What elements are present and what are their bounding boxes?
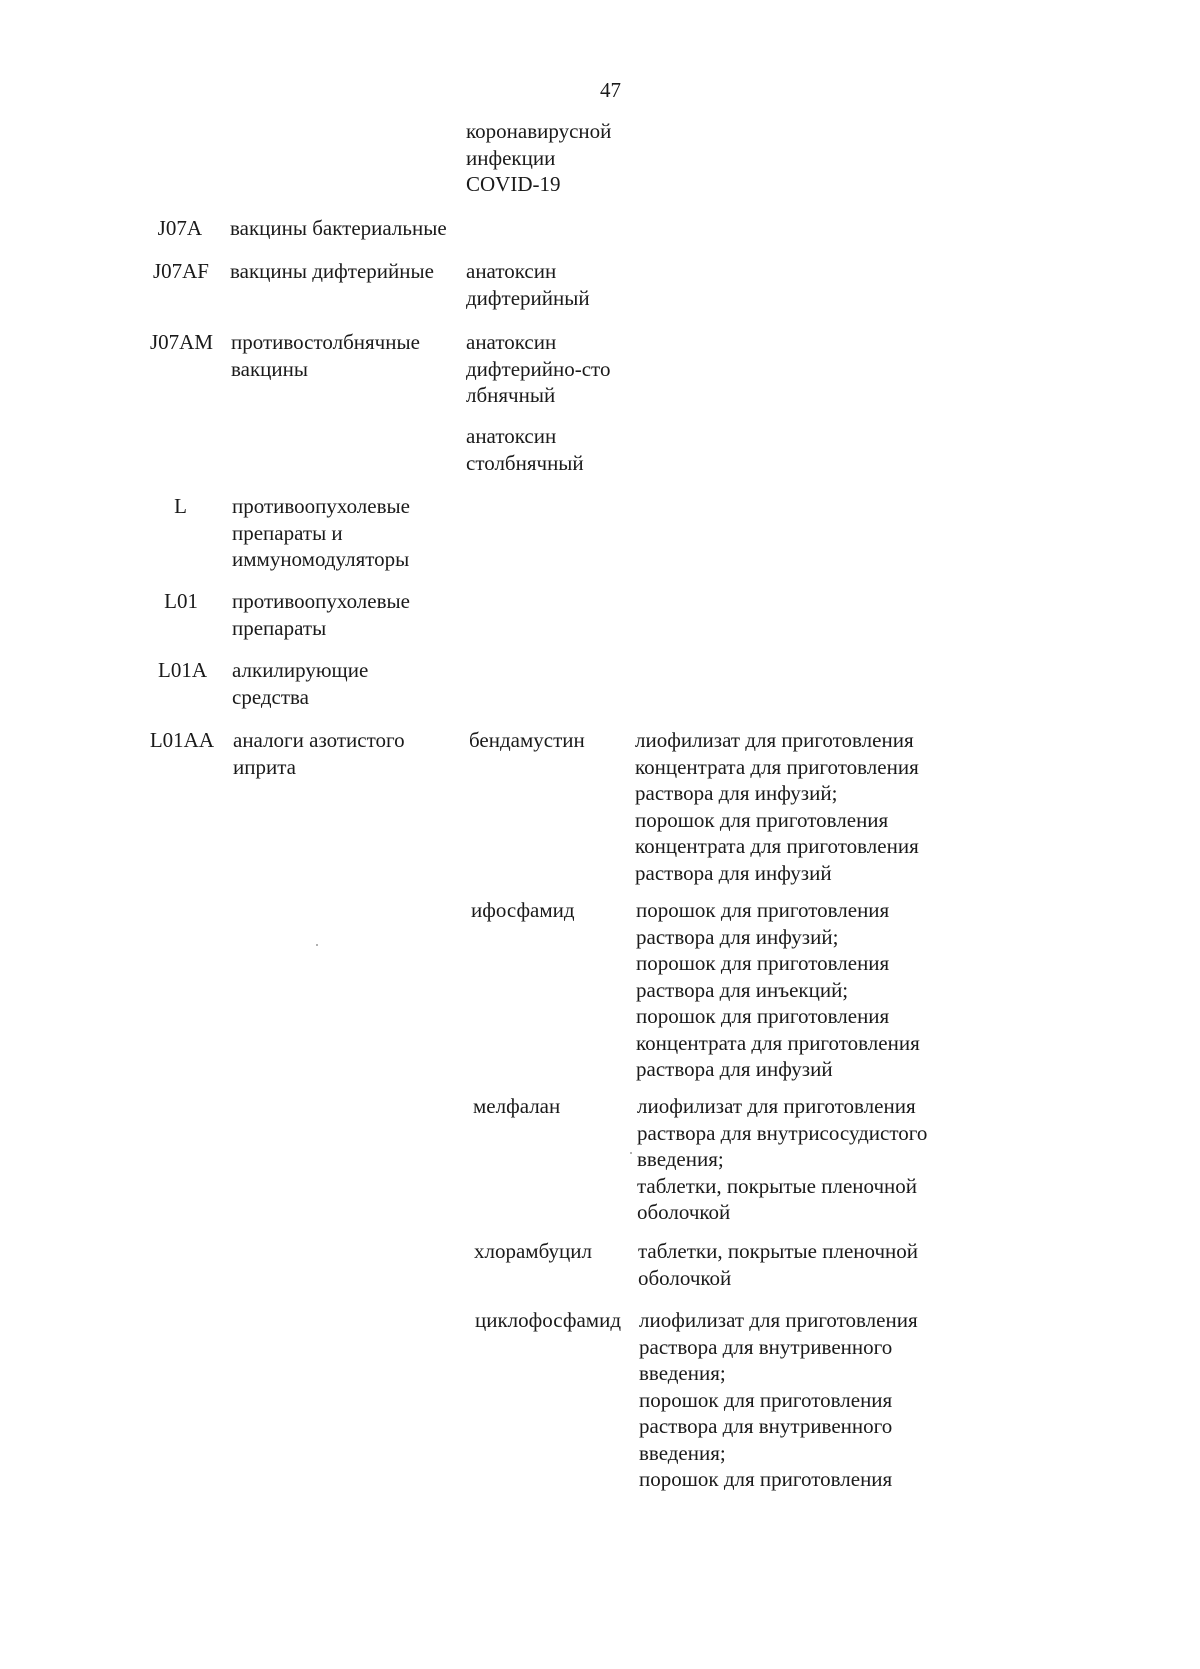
text-line: мелфалан [473, 1094, 561, 1118]
text-line: инфекции [466, 145, 556, 170]
atc-group-name [230, 215, 447, 242]
text-line: коронавирусной [466, 119, 612, 143]
drug-name [475, 1307, 621, 1334]
drug-name [474, 1238, 592, 1265]
text-line: иприта [233, 754, 296, 779]
text-line: циклофосфамид [475, 1308, 622, 1332]
text-line: хлорамбуцил [474, 1239, 592, 1263]
text-line: дифтерийно-сто [466, 356, 611, 381]
page-number: 47 [600, 78, 621, 102]
text-line: раствора для инфузий [635, 860, 832, 885]
continuation-drug-name [466, 118, 611, 198]
drug-name [471, 897, 575, 924]
text-line: вакцины бактериальные [230, 216, 447, 240]
text-line: препараты и [232, 520, 343, 545]
text-line: порошок для приготовления [635, 807, 889, 832]
text-line: противостолбнячные [231, 330, 420, 354]
text-line: анатоксин [466, 424, 557, 448]
drug-name [466, 329, 610, 409]
text-line: раствора для инфузий; [636, 924, 839, 949]
atc-code: L01 [164, 589, 198, 613]
text-line: раствора для инъекций; [636, 977, 849, 1002]
atc-group-name [230, 258, 434, 285]
text-line: аналоги азотистого [233, 728, 405, 752]
text-line: раствора для инфузий; [635, 781, 838, 805]
atc-code: J07AF [152, 259, 209, 283]
text-line: порошок для приготовления [636, 898, 890, 922]
atc-group-name [231, 329, 420, 382]
text-line: концентрата для приготовления [636, 1030, 920, 1055]
text-line: порошок для приготовления [636, 951, 890, 975]
text-line: столбнячный [466, 450, 584, 475]
atc-code: L [174, 494, 187, 518]
text-line: введения; [639, 1440, 726, 1465]
dosage-form [635, 727, 919, 886]
text-line: концентрата для приготовления [635, 834, 919, 858]
atc-group-name [232, 657, 368, 710]
atc-code: L01AA [149, 728, 214, 752]
text-line: таблетки, покрытые пленочной [637, 1173, 918, 1198]
atc-code: L01A [158, 658, 207, 682]
text-line: введения; [639, 1361, 726, 1385]
text-line: анатоксин [466, 330, 557, 354]
atc-group-name [232, 493, 410, 573]
dosage-form [638, 1238, 918, 1291]
text-line: дифтерийный [466, 285, 590, 310]
text-line: ифосфамид [471, 898, 575, 922]
text-line: препараты [232, 615, 327, 640]
text-line: раствора для внутрисосудистого [637, 1120, 928, 1145]
text-line: раствора для инфузий [636, 1057, 833, 1081]
dosage-form [637, 1093, 927, 1226]
atc-group-name [232, 588, 410, 641]
text-line: вакцины [231, 356, 308, 381]
text-line: таблетки, покрытые пленочной [638, 1239, 919, 1263]
text-line: лиофилизат для приготовления [635, 728, 914, 752]
text-line: порошок для приготовления [639, 1467, 893, 1491]
text-line: концентрата для приготовления [635, 754, 919, 779]
atc-code: J07AM [149, 330, 213, 354]
text-line: противоопухолевые [232, 494, 410, 518]
text-line: оболочкой [637, 1200, 731, 1224]
drug-name [466, 258, 590, 311]
text-line: COVID-19 [466, 172, 561, 196]
text-line: раствора для внутривенного [639, 1414, 893, 1438]
atc-code: J07A [157, 216, 202, 240]
text-line: бендамустин [469, 728, 585, 752]
text-line: иммуномодуляторы [232, 547, 410, 571]
drug-name [473, 1093, 560, 1120]
text-line: лиофилизат для приготовления [637, 1094, 916, 1118]
drug-name [466, 423, 584, 476]
text-line: введения; [637, 1147, 724, 1171]
atc-group-name [233, 727, 405, 780]
scan-speck [316, 944, 318, 946]
text-line: противоопухолевые [232, 589, 410, 613]
text-line: вакцины дифтерийные [230, 259, 434, 283]
dosage-form [636, 897, 920, 1083]
text-line: раствора для внутривенного [639, 1334, 893, 1359]
text-line: лиофилизат для приготовления [639, 1308, 918, 1332]
text-line: средства [232, 684, 310, 709]
dosage-form [639, 1307, 918, 1493]
scan-speck [630, 1152, 632, 1154]
text-line: алкилирующие [232, 658, 369, 682]
text-line: порошок для приготовления [639, 1387, 893, 1412]
text-line: порошок для приготовления [636, 1004, 890, 1028]
text-line: лбнячный [466, 383, 556, 407]
text-line: оболочкой [638, 1265, 732, 1290]
text-line: анатоксин [466, 259, 557, 283]
drug-name [469, 727, 585, 754]
